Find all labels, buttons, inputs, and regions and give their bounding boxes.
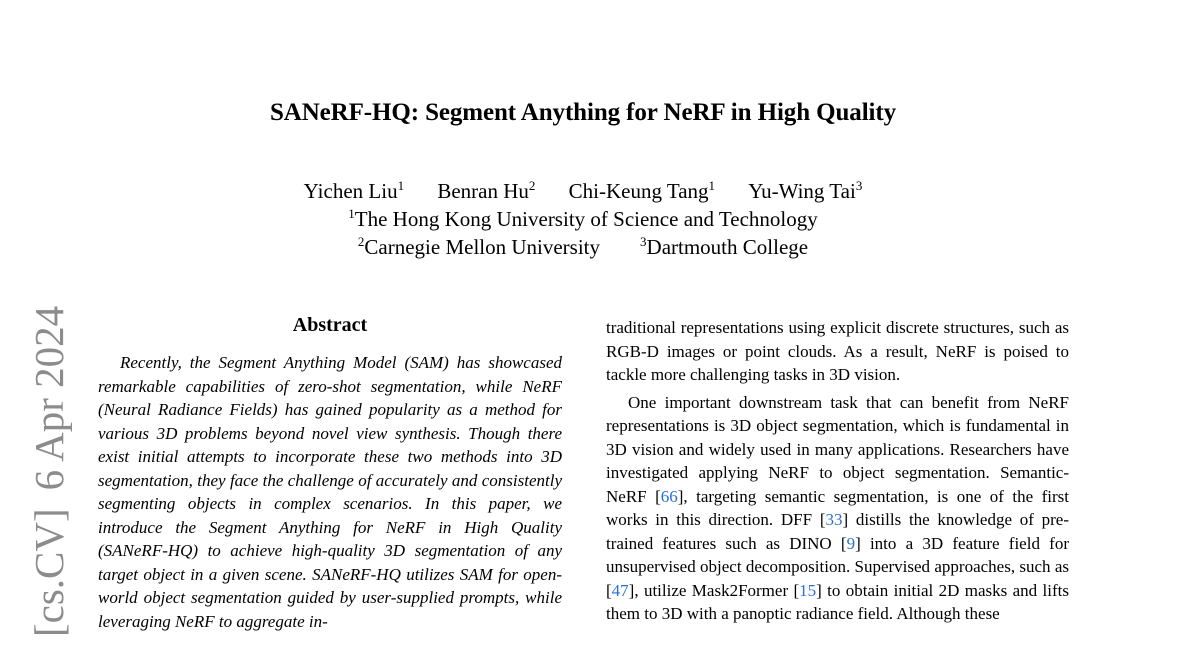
citation-link[interactable]: 9 [846,533,856,553]
body-paragraph: traditional representations using explicit discrete structures, such as RGB-D images or point clouds. As a result, NeRF is poised to tackle more challenging tasks in 3D vision. [606,318,1069,384]
citation-link[interactable]: 47 [611,580,629,600]
paper-title: SANeRF-HQ: Segment Anything for NeRF in High Quality [269,99,897,126]
author: Chi-Keung Tang$^1$ [568,178,716,203]
author-list [0,177,1166,205]
citation-link[interactable]: 66 [660,486,678,506]
affiliation: $^1$The Hong Kong University of Science and Technology [348,206,818,231]
author: Benran Hu$^2$ [437,178,536,203]
arxiv-category: [cs.CV] [26,508,72,637]
body-paragraph: One important downstream task that can benefit from NeRF representations is 3D object segmentation, which is fundamental in 3D vision and widely used in many applications. Researchers have investigated applying NeRF to object segmentation. Semantic-NeRF [66], targeting semantic segmentation, is one of the first works in this direction. DFF [33] distills the knowledge of pre-trained features such as DINO [9] into a 3D feature field for unsupervised object decomposition. Supervised approaches, such as [47], utilize Mask2Former [15] to obtain initial 2D masks and lifts them to 3D with a panoptic radiance field. Although these [606,392,1069,623]
arxiv-date: 6 Apr 2024 [26,305,72,491]
citation-link[interactable]: 15 [799,580,817,600]
abstract-heading: Abstract [292,314,368,336]
author-block [0,177,1166,261]
affiliation: $^2$Carnegie Mellon University $^3$Dartmouth College [357,234,809,259]
arxiv-stamp [26,305,72,637]
citation-link[interactable]: 33 [825,510,843,529]
author: Yichen Liu$^1$ [303,178,405,203]
abstract-text: Recently, the Segment Anything Model (SAM) has showcased remarkable capabilities of zero-shot segmentation, while NeRF (Neural Radiance Fields) has gained popularity as a method for various 3D problems beyond novel view synthesis. Though there exist initial attempts to incorporate these two methods into 3D segmentation, they face the challenge of accurately and consistently segmenting objects in complex scenarios. In this paper, we introduce the Segment Anything for NeRF in High Quality (SANeRF-HQ) to achieve high-quality 3D segmentation of any target object in a given scene. SANeRF-HQ utilizes SAM for open-world object segmentation guided by user-supplied prompts, while leveraging NeRF to aggregate in- [98,353,562,631]
author: Yu-Wing Tai$^3$ [748,178,863,203]
right-column [606,316,1069,626]
